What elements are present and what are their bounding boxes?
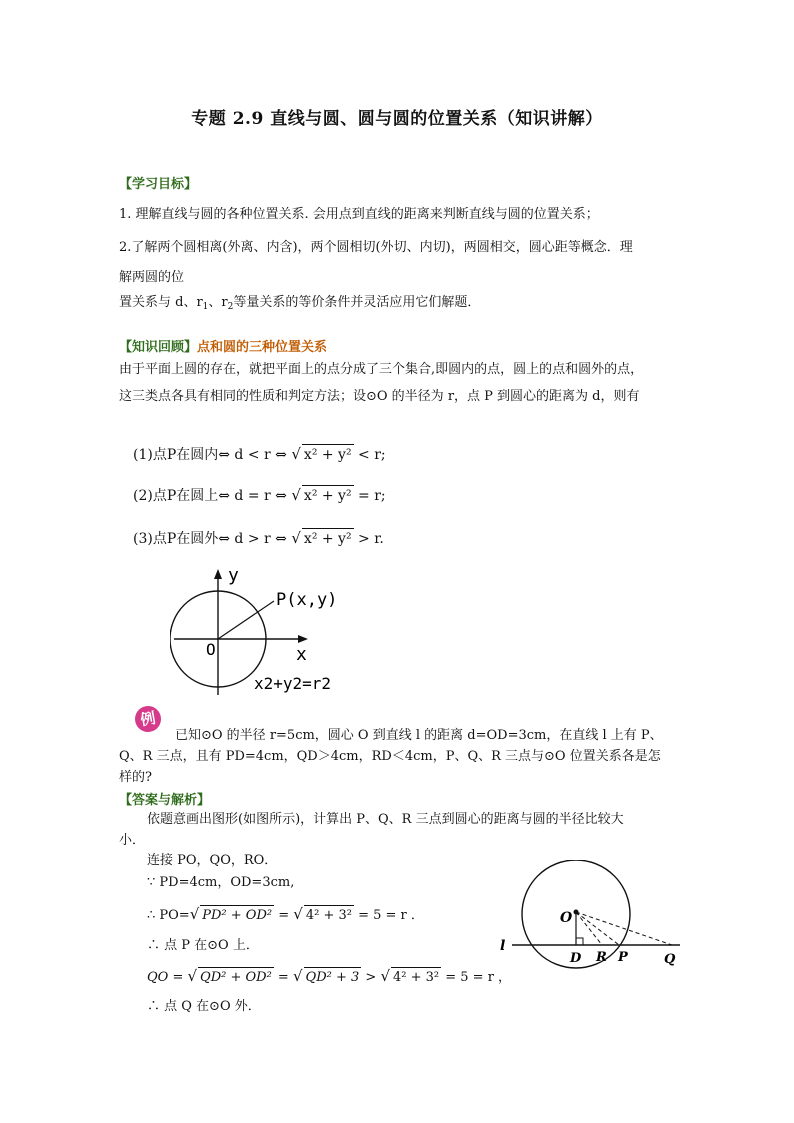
y-axis-arrow-icon — [214, 569, 222, 579]
formula-3 — [133, 528, 384, 549]
answer-line-5-rad2: 4² + 3² — [304, 905, 354, 926]
x-label: x — [296, 644, 307, 665]
label-l: l — [500, 938, 506, 954]
answer-line-7-rad1: QD² + OD² — [198, 967, 274, 988]
formula-1-radicand: x² + y² — [302, 444, 354, 465]
answer-line-1: 依题意画出图形(如图所示)，计算出 P、Q、R 三点到圆心的距离与圆的半径比较大 — [147, 812, 624, 827]
formula-3-radicand: x² + y² — [302, 528, 354, 549]
sqrt-icon: √ — [291, 529, 301, 547]
answer-line-4: ∵ PD=4cm，OD=3cm, — [147, 875, 295, 890]
answer-line-7-mid2: > — [361, 970, 381, 985]
example-line-1: 已知⊙O 的半径 r=5cm，圆心 O 到直线 l 的距离 d=OD=3cm，在直线 l 上有 P、 — [175, 728, 663, 743]
example-line-3: 样的? — [119, 770, 152, 785]
formula-2-radicand: x² + y² — [302, 485, 354, 506]
formula-1-suffix: < r; — [358, 447, 386, 463]
review-tag-label: 【知识回顾】 — [119, 340, 198, 355]
formula-2 — [133, 485, 386, 506]
sqrt-icon: √ — [380, 967, 390, 985]
subscript-1: 1 — [202, 302, 209, 312]
answer-line-7-mid1: = — [273, 970, 293, 985]
formula-1 — [133, 444, 386, 465]
goal-line-4-a: 置关系与 d、r — [119, 295, 203, 310]
point-label: P(x,y) — [276, 590, 338, 610]
sqrt-icon: √ — [293, 905, 303, 923]
review-tag — [119, 336, 327, 355]
goal-line-2: 2.了解两个圆相离(外离、内含)，两个圆相切(外切、内切)，两圆相交，圆心距等概念．理 — [119, 240, 633, 255]
sqrt-icon: √ — [189, 905, 200, 923]
review-tag-topic: 点和圆的三种位置关系 — [197, 340, 328, 355]
label-q: Q — [664, 952, 676, 967]
goal-line-4-b: 、r — [208, 295, 228, 310]
example-line-2: Q、R 三点，且有 PD=4cm，QD＞4cm，RD＜4cm，P、Q、R 三点与⊙O 位置关系各是怎 — [119, 749, 661, 764]
answer-tag: 【答案与解析】 — [119, 793, 211, 808]
answer-line-7-rad3: 4² + 3² — [391, 967, 441, 988]
sqrt-icon: √ — [292, 967, 303, 985]
label-o: O — [560, 910, 573, 926]
answer-line-6: ∴ 点 P 在⊙O 上． — [147, 938, 259, 953]
sqrt-icon: √ — [187, 967, 198, 985]
right-angle-mark — [576, 938, 583, 945]
goal-line-4-c: 等量关系的等价条件并灵活应用它们解题． — [233, 295, 481, 310]
formula-3-prefix: (3)点P在圆外⇔ d > r ⇔ — [133, 531, 287, 547]
answer-line-2: 小． — [119, 833, 146, 848]
review-line-1: 由于平面上圆的存在，就把平面上的点分成了三个集合,即圆内的点，圆上的点和圆外的点， — [119, 362, 644, 377]
answer-line-5-a: ∴ PO= — [147, 908, 190, 923]
goal-line-3: 解两圆的位 — [119, 270, 185, 285]
circle-equation: x2+y2=r2 — [254, 674, 332, 693]
goals-tag: 【学习目标】 — [119, 177, 198, 192]
formula-2-suffix: = r; — [358, 488, 386, 504]
y-label: y — [228, 565, 239, 586]
segment-or — [576, 912, 602, 945]
answer-line-8: ∴ 点 Q 在⊙O 外． — [147, 999, 261, 1014]
label-p: P — [618, 950, 628, 965]
subscript-2: 2 — [227, 302, 234, 312]
answer-line-7-end: = 5 = r ， — [441, 970, 512, 985]
answer-line-5-end: = 5 = r ． — [353, 908, 424, 923]
circle-axes-figure — [170, 565, 370, 700]
answer-line-3: 连接 PO，QO，RO． — [147, 853, 278, 868]
origin-label: O — [206, 640, 216, 659]
formula-3-suffix: > r. — [358, 531, 384, 547]
answer-line-7-rad2: QD² + 3 — [304, 967, 362, 988]
formula-1-prefix: (1)点P在圆内⇔ d < r ⇔ — [133, 447, 287, 463]
answer-line-5 — [147, 904, 424, 926]
review-line-2: 这三类点各具有相同的性质和判定方法；设⊙O 的半径为 r，点 P 到圆心的距离为 d，则有 — [119, 389, 640, 404]
goal-line-1: 1. 理解直线与圆的各种位置关系. 会用点到直线的距离来判断直线与圆的位置关系； — [119, 207, 599, 222]
sqrt-icon: √ — [291, 445, 301, 463]
answer-line-7-a: QO = — [147, 970, 188, 985]
example-badge: 例 — [133, 704, 163, 734]
x-axis-arrow-icon — [298, 635, 308, 643]
answer-line-5-mid: = — [274, 908, 294, 923]
label-d: D — [570, 951, 582, 966]
sqrt-icon: √ — [291, 486, 301, 504]
line-circle-figure — [492, 860, 688, 970]
goal-line-4 — [119, 293, 480, 317]
label-r: R — [596, 950, 607, 965]
answer-line-7 — [147, 966, 511, 988]
formula-2-prefix: (2)点P在圆上⇔ d = r ⇔ — [133, 488, 287, 504]
answer-line-5-rad1: PD² + OD² — [200, 905, 274, 926]
page-title: 专题 2.9 直线与圆、圆与圆的位置关系（知识讲解） — [191, 109, 603, 129]
